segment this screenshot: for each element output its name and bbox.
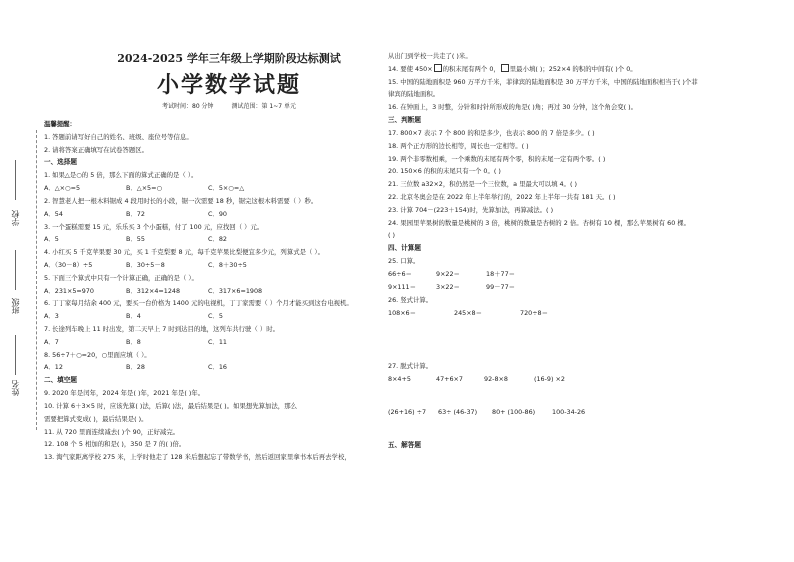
vertical-item: 720÷8＝ [520, 308, 549, 317]
notice-item: 1. 答题前请写好自己的姓名、班级、座位号等信息。 [44, 132, 193, 141]
option: A．12 [44, 363, 63, 372]
option: B．28 [126, 363, 145, 372]
vertical-item: 108×6＝ [388, 308, 417, 317]
question: 13. 淘气家距离学校 275 米，上学时他走了 128 米后想起忘了带数学书，然后返回家里拿书本后再去学校， [44, 453, 351, 462]
question: 21. 三位数 a32×2，积仍然是一个三位数，a 里最大可以填 4。( ) [388, 180, 577, 189]
options [44, 336, 384, 349]
step-item: 92-8×8 [484, 374, 508, 383]
question: 25. 口算。 [388, 257, 420, 266]
step-item: 63÷ (46-37) [438, 407, 478, 416]
class-blank [15, 250, 16, 290]
option: C．16 [208, 363, 227, 372]
vertical-item: 245×8＝ [454, 308, 483, 317]
exam-time: 考试时间：80 分钟 [162, 103, 214, 110]
options [44, 361, 384, 374]
oral-row [388, 268, 788, 281]
step-row [388, 406, 788, 419]
question-cont: 律宾的陆地面积。 [388, 90, 440, 99]
blank-box-icon [434, 64, 442, 72]
option: C．8＋30÷5 [208, 260, 247, 269]
question: 4. 小红买 5 千克苹果要 30 元，买 1 千克梨要 8 元，每千克苹果比梨便宜多少元，列算式是（ ）。 [44, 248, 324, 257]
section-heading: 五、解答题 [388, 440, 421, 449]
options [44, 233, 384, 246]
oral-item: 3×22＝ [436, 282, 460, 291]
question: 15. 中国的陆地面积是 960 万平方千米，菲律宾的陆地面积是 30 万平方千米，中国的陆地面积相当于( )个菲 [388, 77, 698, 86]
question-cont: 需要把算式变成( )，最后结果是( )。 [44, 414, 148, 423]
options [44, 310, 384, 323]
question: 3. 一个蛋糕需要 15 元，乐乐买 3 个小蛋糕，付了 100 元，应找回（ ）元。 [44, 222, 264, 231]
option: C．11 [208, 337, 227, 346]
question: 10. 计算 6＋3×5 时，应该先算( )法，后算( )法，最后结果是( )。如果想先算加法，那么 [44, 401, 297, 410]
option: B．8 [126, 337, 141, 346]
question-cont: ( ) [388, 231, 396, 240]
exam-title: 小学数学试题 [156, 72, 301, 98]
option: B．55 [126, 235, 145, 244]
option: C．90 [208, 209, 227, 218]
question: 26. 竖式计算。 [388, 295, 433, 304]
option: C．82 [208, 235, 227, 244]
left-column [44, 50, 384, 464]
options [44, 259, 384, 272]
oral-row [388, 281, 788, 294]
exam-scope: 测试范围：第 1~7 单元 [231, 103, 296, 110]
name-blank [15, 335, 16, 375]
right-column [388, 50, 788, 452]
oral-item: 18＋77＝ [486, 269, 516, 278]
blank-box-icon [501, 64, 509, 72]
option: B．72 [126, 209, 145, 218]
oral-item: 66÷6＝ [388, 269, 412, 278]
option: A．3 [44, 312, 59, 321]
question: 7. 长途列车晚上 11 时出发，第二天早上 7 时到达目的地，这列车共行驶（ ）时。 [44, 324, 279, 333]
question: 9. 2020 年是闰年，2024 年是( )年，2021 年是( )年。 [44, 389, 205, 398]
option: B．△×5=○ [126, 184, 163, 193]
question: 16. 在钟面上，3 时整，分针和时针所形成的角是( )角；再过 30 分钟，这个角会变( )。 [388, 103, 638, 112]
step-item: (16-9) ×2 [534, 374, 565, 383]
question: 14. 要使 450× 的积末尾有两个 0， 里最小填( )；252×4 的积的中间有( )个 0。 [388, 64, 637, 73]
binding-margin [0, 130, 40, 430]
option: A．54 [44, 209, 63, 218]
question: 12. 108 个 5 相加的和是( )，350 是 7 的( )倍。 [44, 440, 186, 449]
question: 5. 下面三个算式中只有一个计算正确，正确的是（ ）。 [44, 273, 198, 282]
class-label: 班级 [11, 298, 20, 314]
notice-item: 2. 请将答案正确填写在试卷答题区。 [44, 145, 148, 154]
cut-line [36, 130, 37, 430]
section-heading: 一、选择题 [44, 158, 77, 167]
question: 17. 800×7 表示 7 个 800 的和是多少，也表示 800 的 7 倍是多少。( ) [388, 128, 595, 137]
question: 1. 如果△是○的 5 倍，那么下面的算式正确的是（ ）。 [44, 171, 198, 180]
question: 23. 计算 704－(223＋154)时，先算加法，再算减法。( ) [388, 205, 554, 214]
option: B．4 [126, 312, 141, 321]
oral-item: 9×111＝ [388, 282, 417, 291]
question-cont: 从出门到学校一共走了( )米。 [388, 52, 472, 60]
name-label: 姓名 [11, 380, 20, 396]
step-item: 80+ (100-86) [492, 407, 536, 416]
option: A．（30－8）÷5 [44, 260, 93, 269]
step-item: (26+16) ÷7 [388, 407, 427, 416]
option: B．30÷5－8 [126, 260, 165, 269]
options [44, 208, 384, 221]
option: B．312×4=1248 [126, 286, 181, 295]
school-label: 学校 [11, 210, 20, 226]
step-item: 47+6×7 [436, 374, 463, 383]
option: A．△×○=5 [44, 184, 81, 193]
step-item: 8×4+5 [388, 374, 411, 383]
option: A．7 [44, 337, 59, 346]
oral-item: 9×22＝ [436, 269, 460, 278]
question: 18. 两个正方形的边长相等，周长也一定相等。( ) [388, 141, 529, 150]
option: C．5×○=△ [208, 184, 245, 193]
question: 24. 果园里苹果树的数量是桃树的 3 倍，桃树的数量是杏树的 2 倍。杏树有 10 棵，那么苹果树有 60 棵。 [388, 218, 691, 227]
oral-item: 99－77＝ [486, 282, 516, 291]
question: 8. 56÷7＋○=20，○里面应填（ ）。 [44, 350, 151, 359]
option: C．5 [208, 312, 223, 321]
question: 11. 从 720 里面连续减去( )个 90，正好减完。 [44, 427, 180, 436]
exam-meta [74, 101, 384, 110]
option: A．5 [44, 235, 59, 244]
question: 27. 脱式计算。 [388, 361, 433, 370]
question: 20. 150×6 的积的末尾只有一个 0。( ) [388, 167, 501, 176]
options [44, 285, 384, 298]
options [44, 182, 384, 195]
vertical-row [388, 307, 788, 320]
question: 2. 智慧老人把一根木料锯成 4 段用时长的小段，锯一次需要 18 秒，锯完这根木料需要（ ）秒。 [44, 196, 318, 205]
option: A．231×5=970 [44, 286, 94, 295]
step-row [388, 373, 788, 386]
question: 6. 丁丁家每月结余 400 元，要买一台价格为 1400 元的电视机，丁丁家需要（ ）个月才能买到这台电视机。 [44, 299, 353, 308]
question: 22. 北京冬奥会是在 2022 年上半年举行的，2022 年上半年一共有 181 天。( ) [388, 192, 616, 201]
exam-subtitle: 2024-2025 学年三年级上学期阶段达标测试 [117, 52, 341, 65]
school-blank [15, 160, 16, 200]
section-heading: 二、填空题 [44, 376, 77, 385]
section-heading: 三、判断题 [388, 115, 421, 124]
question: 19. 两个非零数相乘，一个乘数的末尾有两个零，积的末尾一定有两个零。( ) [388, 154, 606, 163]
notice-title: 温馨提醒： [44, 120, 76, 128]
step-item: 100-34-26 [552, 407, 586, 416]
option: C．317×6=1908 [208, 286, 263, 295]
section-heading: 四、计算题 [388, 244, 421, 253]
